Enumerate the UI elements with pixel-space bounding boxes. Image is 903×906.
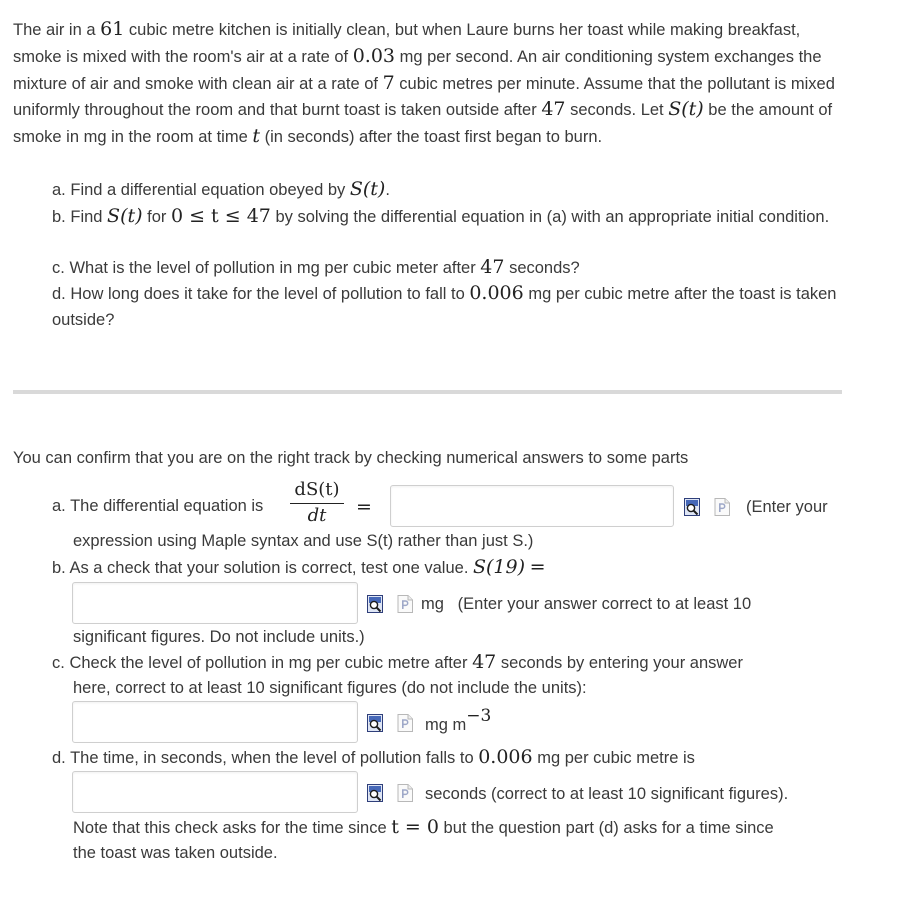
preview-icon[interactable] [367, 714, 383, 732]
preview-icon[interactable] [367, 595, 383, 613]
air-rate-value: 7 [382, 71, 395, 94]
preview-icon[interactable] [367, 784, 383, 802]
check-d-suffix: seconds (correct to at least 10 significant figures). [425, 785, 789, 803]
equals-sign: = [356, 496, 372, 518]
check-a-label: a. The differential equation is [52, 497, 264, 515]
check-c-label: c. Check the level of pollution in mg per cubic metre after 47 seconds by entering your answer [52, 651, 743, 673]
check-b-label: b. As a check that your solution is correct, test one value. S(19) = [52, 556, 546, 578]
volume-value: 61 [100, 18, 125, 40]
question-part-a: a. Find a differential equation obeyed by S(t). [52, 178, 390, 200]
syntax-help-icon[interactable] [397, 595, 413, 613]
check-b-suffix: mg (Enter your answer correct to at least 10 [421, 595, 752, 613]
time-input[interactable] [72, 771, 358, 813]
check-c-continuation: here, correct to at least 10 significant figures (do not include the units): [73, 679, 587, 697]
derivative-fraction: dS(t) dt [290, 480, 344, 526]
s19-input[interactable] [72, 582, 358, 624]
check-d-label: d. The time, in seconds, when the level of pollution falls to 0.006 mg per cubic metre is [52, 746, 695, 768]
question-part-c: c. What is the level of pollution in mg per cubic meter after 47 seconds? [52, 256, 580, 278]
check-a-suffix: (Enter your [746, 498, 828, 516]
check-d-note: Note that this check asks for the time since t = 0 but the question part (d) asks for a time since [73, 816, 774, 838]
check-a-continuation: expression using Maple syntax and use S(t) rather than just S.) [73, 532, 534, 550]
preview-icon[interactable] [684, 498, 700, 516]
syntax-help-icon[interactable] [397, 784, 413, 802]
syntax-help-icon[interactable] [714, 498, 730, 516]
check-b-continuation: significant figures. Do not include units.) [73, 628, 365, 646]
pollution-level-input[interactable] [72, 701, 358, 743]
time-out-value: 47 [541, 98, 566, 121]
check-intro: You can confirm that you are on the right track by checking numerical answers to some parts [13, 449, 689, 467]
smoke-rate-value: 0.03 [352, 44, 396, 67]
section-divider [13, 390, 842, 394]
check-d-note-continuation: the toast was taken outside. [73, 844, 278, 862]
problem-statement: The air in a 61 cubic metre kitchen is initially clean, but when Laure burns her toast while making breakfast, smoke is mixed with the room's air at a rate of 0.03 mg per second. An air conditioning system exchanges the mixture of air and smoke with clean air at a rate of 7 cubic metres per minute. Assume that the pollutant is mixed uniformly throughout the room and that burnt toast is taken outside after 47 seconds. Let S(t) be the amount of smoke in mg in the room at time t (in seconds) after the toast first began to burn. [13, 18, 835, 148]
syntax-help-icon[interactable] [397, 714, 413, 732]
differential-equation-input[interactable] [390, 485, 674, 527]
question-part-d: d. How long does it take for the level of pollution to fall to 0.006 mg per cubic metre after the toast is taken outside? [52, 282, 837, 329]
unit-label: mg m−3 [425, 706, 492, 734]
question-part-b: b. Find S(t) for 0 ≤ t ≤ 47 by solving the differential equation in (a) with an appropriate initial condition. [52, 205, 830, 227]
